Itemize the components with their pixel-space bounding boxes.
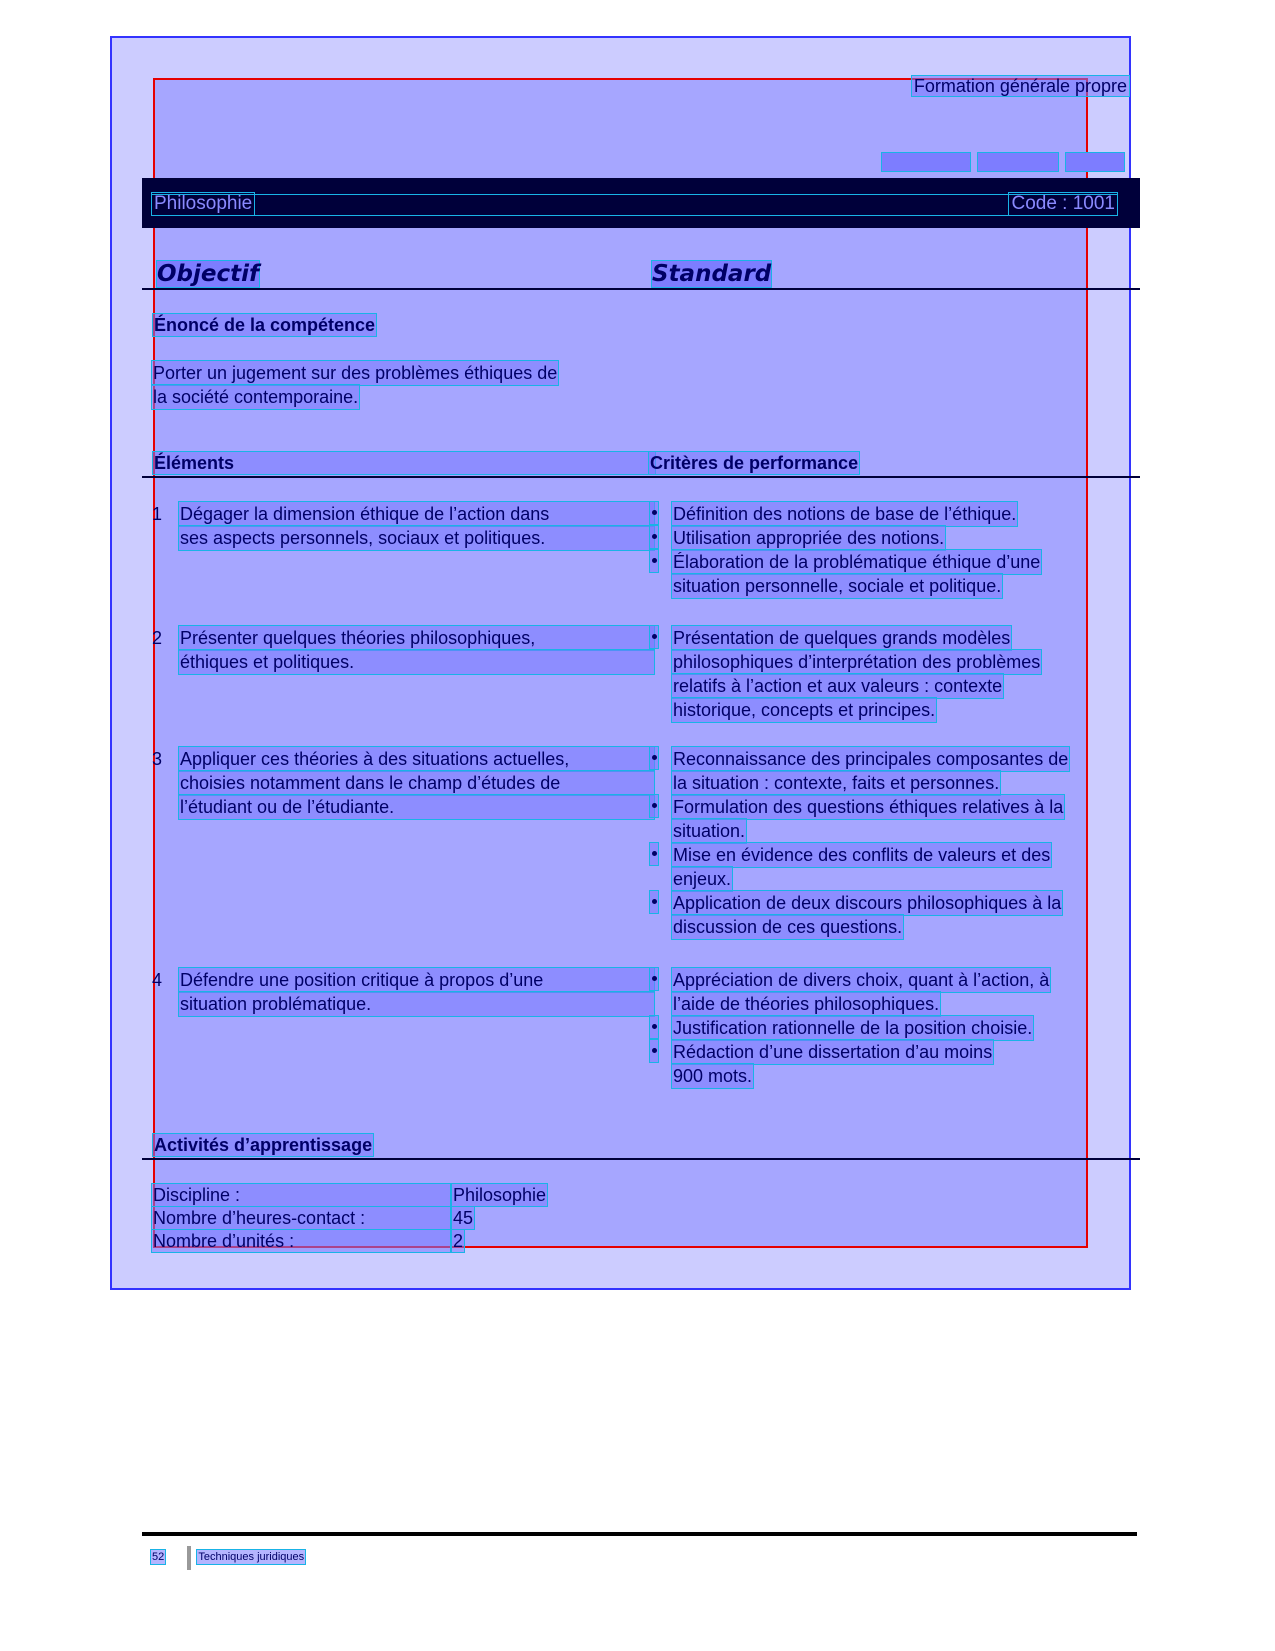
- criteria-heading: Critères de performance: [650, 453, 859, 473]
- objective-heading: Objectif: [157, 261, 260, 287]
- footer-page-number: 52: [152, 1551, 165, 1563]
- criterion: Appréciation de divers choix, quant à l’action, à l’aide de théories philosophiques.: [648, 968, 1128, 1016]
- competency-statement: Porter un jugement sur des problèmes éthiques de la société contemporaine.: [153, 363, 558, 407]
- footer: [151, 1550, 305, 1564]
- competency-title: Énoncé de la compétence: [154, 315, 376, 335]
- discipline-value: Philosophie: [453, 1185, 547, 1205]
- criterion: Rédaction d’une dissertation d’au moins 900 mots.: [648, 1040, 1128, 1088]
- hours-label: Nombre d’heures-contact :: [152, 1207, 450, 1229]
- discipline-label: Discipline :: [152, 1184, 450, 1206]
- criteria-1: [648, 502, 1128, 598]
- criterion: Présentation de quelques grands modèles philosophiques d’interprétation des problèmes relatifs à l’action et aux valeurs : contexte historique, concepts et principes.: [648, 626, 1128, 722]
- divider: [142, 288, 1140, 290]
- standard-heading: Standard: [652, 261, 772, 287]
- units-value: 2: [453, 1231, 464, 1251]
- criteria-2: [648, 626, 1128, 722]
- criteria-4: [648, 968, 1128, 1088]
- criterion: Application de deux discours philosophiques à la discussion de ces questions.: [648, 891, 1128, 939]
- criterion: Élaboration de la problématique éthique d’une situation personnelle, sociale et politique.: [648, 550, 1128, 598]
- criteria-3: [648, 747, 1128, 939]
- header-box: [1066, 153, 1124, 171]
- header-box: [978, 153, 1058, 171]
- divider: [142, 476, 1140, 478]
- course-strip: [152, 195, 1117, 215]
- footer-rule: [142, 1532, 1137, 1536]
- course-name: Philosophie: [154, 193, 253, 214]
- course-code: Code : 1001: [1011, 193, 1115, 214]
- criterion: Mise en évidence des conflits de valeurs et des enjeux.: [648, 843, 1128, 891]
- divider: [142, 1158, 1140, 1160]
- criterion: Justification rationnelle de la position choisie.: [648, 1016, 1128, 1040]
- hours-value: 45: [453, 1208, 474, 1228]
- criterion: Définition des notions de base de l’éthique.: [648, 502, 1128, 526]
- elements-heading: Éléments: [152, 452, 656, 474]
- criterion: Reconnaissance des principales composantes de la situation : contexte, faits et personnes.: [648, 747, 1128, 795]
- activities-title: Activités d’apprentissage: [154, 1135, 373, 1155]
- program-header: Formation générale propre: [913, 76, 1127, 96]
- footer-program: Techniques juridiques: [198, 1551, 305, 1563]
- header-box: [882, 153, 970, 171]
- criterion: Formulation des questions éthiques relatives à la situation.: [648, 795, 1128, 843]
- criterion: Utilisation appropriée des notions.: [648, 526, 1128, 550]
- units-label: Nombre d’unités :: [152, 1230, 450, 1252]
